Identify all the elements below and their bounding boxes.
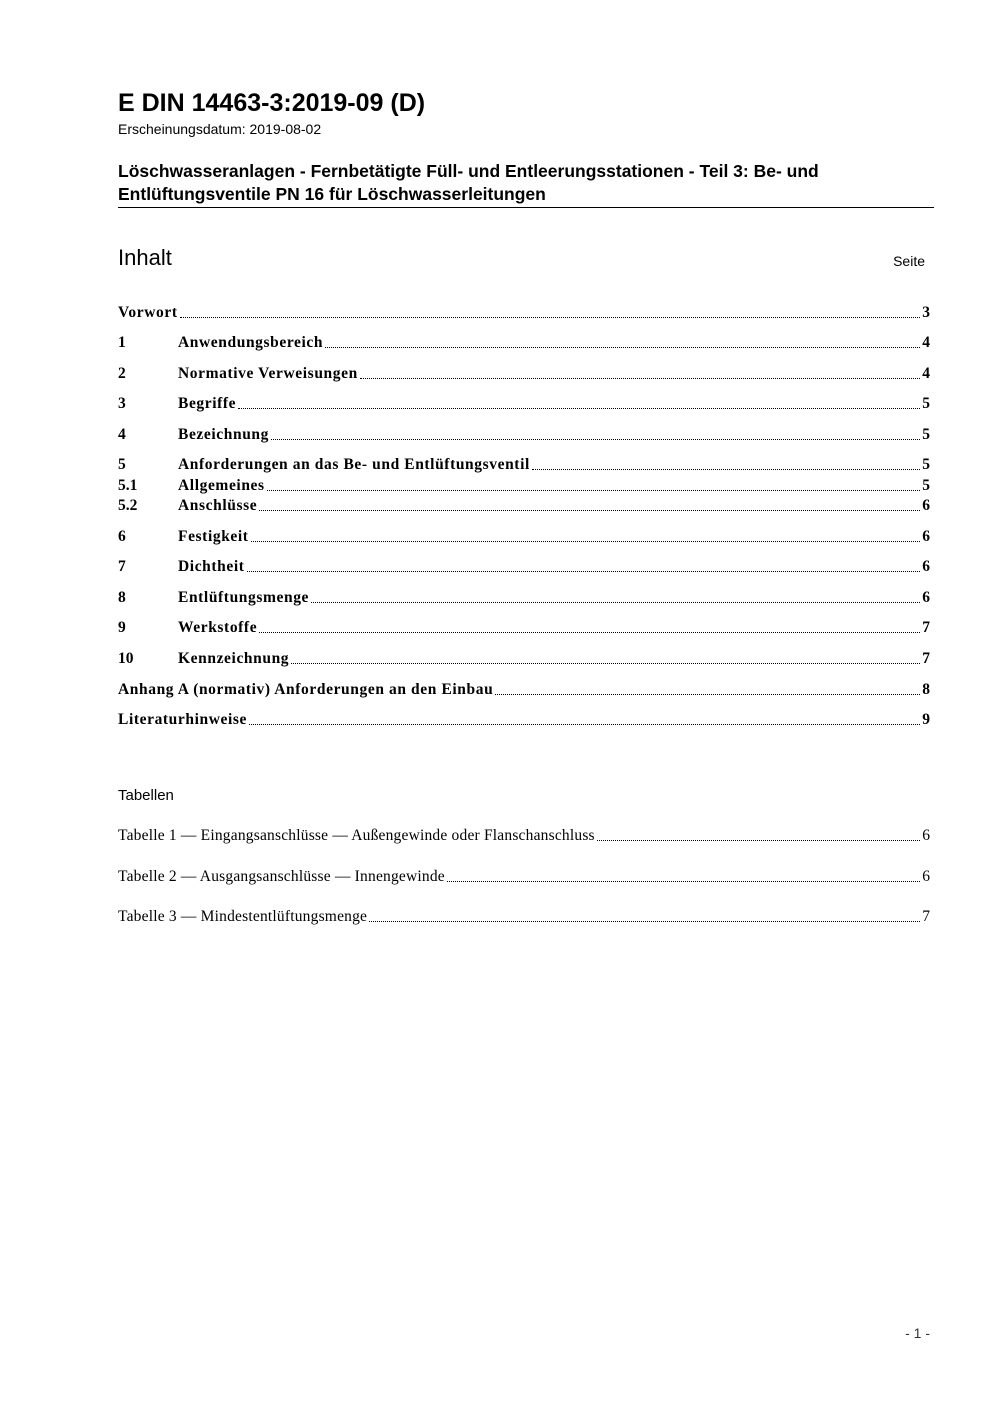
table-list-entry-1[interactable] <box>118 826 930 846</box>
toc-entry-text: Kennzeichnung <box>178 650 290 667</box>
toc-leader-dots <box>325 346 920 348</box>
table-list-entry-3[interactable] <box>118 907 930 927</box>
toc-entry-text: Begriffe <box>178 395 237 412</box>
toc-entry-text: Werkstoffe <box>178 619 258 636</box>
toc-entry-8[interactable] <box>118 588 930 608</box>
toc-entry-page: 7 <box>922 650 930 667</box>
table-list-entry-page: 6 <box>922 827 930 844</box>
toc-entry-1[interactable] <box>118 333 930 353</box>
toc-entry-5[interactable] <box>118 455 930 475</box>
toc-leader-dots <box>249 723 920 725</box>
document-id: E DIN 14463-3:2019-09 (D) <box>118 89 426 117</box>
table-list-entry-text: Tabelle 2 — Ausgangsanschlüsse — Innengewinde <box>118 868 445 885</box>
toc-entry-number: 5 <box>118 456 126 473</box>
toc-entry-number: 5.2 <box>118 497 138 514</box>
toc-entry-page: 8 <box>922 681 930 698</box>
toc-leader-dots <box>180 316 921 318</box>
toc-entry-page: 6 <box>922 528 930 545</box>
toc-page-column-label: Seite <box>893 253 925 269</box>
toc-entry-4[interactable] <box>118 425 930 445</box>
toc-entry-text: Anschlüsse <box>178 497 258 514</box>
toc-entry-text: Anwendungsbereich <box>178 334 324 351</box>
toc-entry-page: 6 <box>922 497 930 514</box>
document-title <box>118 160 934 208</box>
table-list-entry-text: Tabelle 3 — Mindestentlüftungsmenge <box>118 908 368 925</box>
toc-entry-page: 5 <box>922 426 930 443</box>
toc-leader-dots <box>247 570 921 572</box>
toc-entry-foreword[interactable] <box>118 303 930 323</box>
toc-entry-page: 5 <box>922 395 930 412</box>
toc-entry-page: 6 <box>922 558 930 575</box>
toc-entry-text: Entlüftungsmenge <box>178 589 310 606</box>
toc-entry-6[interactable] <box>118 527 930 547</box>
toc-entry-3[interactable] <box>118 394 930 414</box>
toc-leader-dots <box>311 601 920 603</box>
toc-entry-page: 9 <box>922 711 930 728</box>
toc-entry-number: 1 <box>118 334 126 351</box>
toc-entry-7[interactable] <box>118 557 930 577</box>
toc-leader-dots <box>259 631 920 633</box>
toc-entry-page: 4 <box>922 334 930 351</box>
toc-heading: Inhalt <box>118 245 172 270</box>
toc-entry-text: Normative Verweisungen <box>178 365 358 382</box>
toc-entry-text: Dichtheit <box>178 558 245 575</box>
document-title-line-2: Entlüftungsventile PN 16 für Löschwasserleitungen <box>118 184 546 204</box>
toc-leader-dots <box>495 693 920 695</box>
toc-leader-dots <box>238 407 920 409</box>
toc-leader-dots <box>267 489 921 491</box>
toc-entry-number: 3 <box>118 395 126 412</box>
toc-entry-number: 9 <box>118 619 126 636</box>
toc-entry-page: 6 <box>922 589 930 606</box>
table-list-entry-2[interactable] <box>118 867 930 887</box>
toc-entry-number: 5.1 <box>118 477 138 494</box>
toc-entry-annex-a[interactable] <box>118 680 930 700</box>
toc-entry-number: 2 <box>118 365 126 382</box>
toc-leader-dots <box>259 509 920 511</box>
toc-entry-page: 4 <box>922 365 930 382</box>
toc-entry-page: 5 <box>922 456 930 473</box>
toc-entry-5-1[interactable] <box>118 476 930 496</box>
toc-entry-number: 7 <box>118 558 126 575</box>
toc-entry-page: 3 <box>922 304 930 321</box>
toc-entry-text: Literaturhinweise <box>118 711 248 728</box>
toc-entry-number: 6 <box>118 528 126 545</box>
release-date: Erscheinungsdatum: 2019-08-02 <box>118 121 322 137</box>
table-list-entry-page: 7 <box>922 908 930 925</box>
toc-entry-bibliography[interactable] <box>118 710 930 730</box>
toc-leader-dots <box>291 662 920 664</box>
toc-entry-number: 4 <box>118 426 126 443</box>
toc-leader-dots <box>271 438 920 440</box>
toc-entry-text: Anforderungen an das Be- und Entlüftungsventil <box>178 456 530 473</box>
toc-entry-9[interactable] <box>118 618 930 638</box>
toc-entry-page: 7 <box>922 619 930 636</box>
page-number: - 1 - <box>905 1325 930 1341</box>
toc-entry-text: Allgemeines <box>178 477 265 494</box>
toc-entry-page: 5 <box>922 477 930 494</box>
toc-leader-dots <box>360 377 920 379</box>
document-title-line-1: Löschwasseranlagen - Fernbetätigte Füll- und Entleerungsstationen - Teil 3: Be- und <box>118 161 819 181</box>
toc-entry-number: 10 <box>118 650 134 667</box>
table-list-entry-text: Tabelle 1 — Eingangsanschlüsse — Außengewinde oder Flanschanschluss <box>118 827 595 844</box>
toc-entry-text: Anhang A (normativ) Anforderungen an den Einbau <box>118 681 494 698</box>
toc-entry-text: Vorwort <box>118 304 178 321</box>
tables-heading: Tabellen <box>118 787 174 804</box>
toc-entry-5-2[interactable] <box>118 496 930 516</box>
toc-leader-dots <box>251 540 921 542</box>
toc-entry-text: Bezeichnung <box>178 426 269 443</box>
table-list-entry-page: 6 <box>922 868 930 885</box>
toc-leader-dots <box>532 468 920 470</box>
table-list-leader-dots <box>369 920 920 922</box>
table-list-leader-dots <box>597 839 920 841</box>
toc-entry-2[interactable] <box>118 364 930 384</box>
table-list-leader-dots <box>447 880 920 882</box>
toc-entry-10[interactable] <box>118 649 930 669</box>
toc-entry-number: 8 <box>118 589 126 606</box>
toc-entry-text: Festigkeit <box>178 528 249 545</box>
